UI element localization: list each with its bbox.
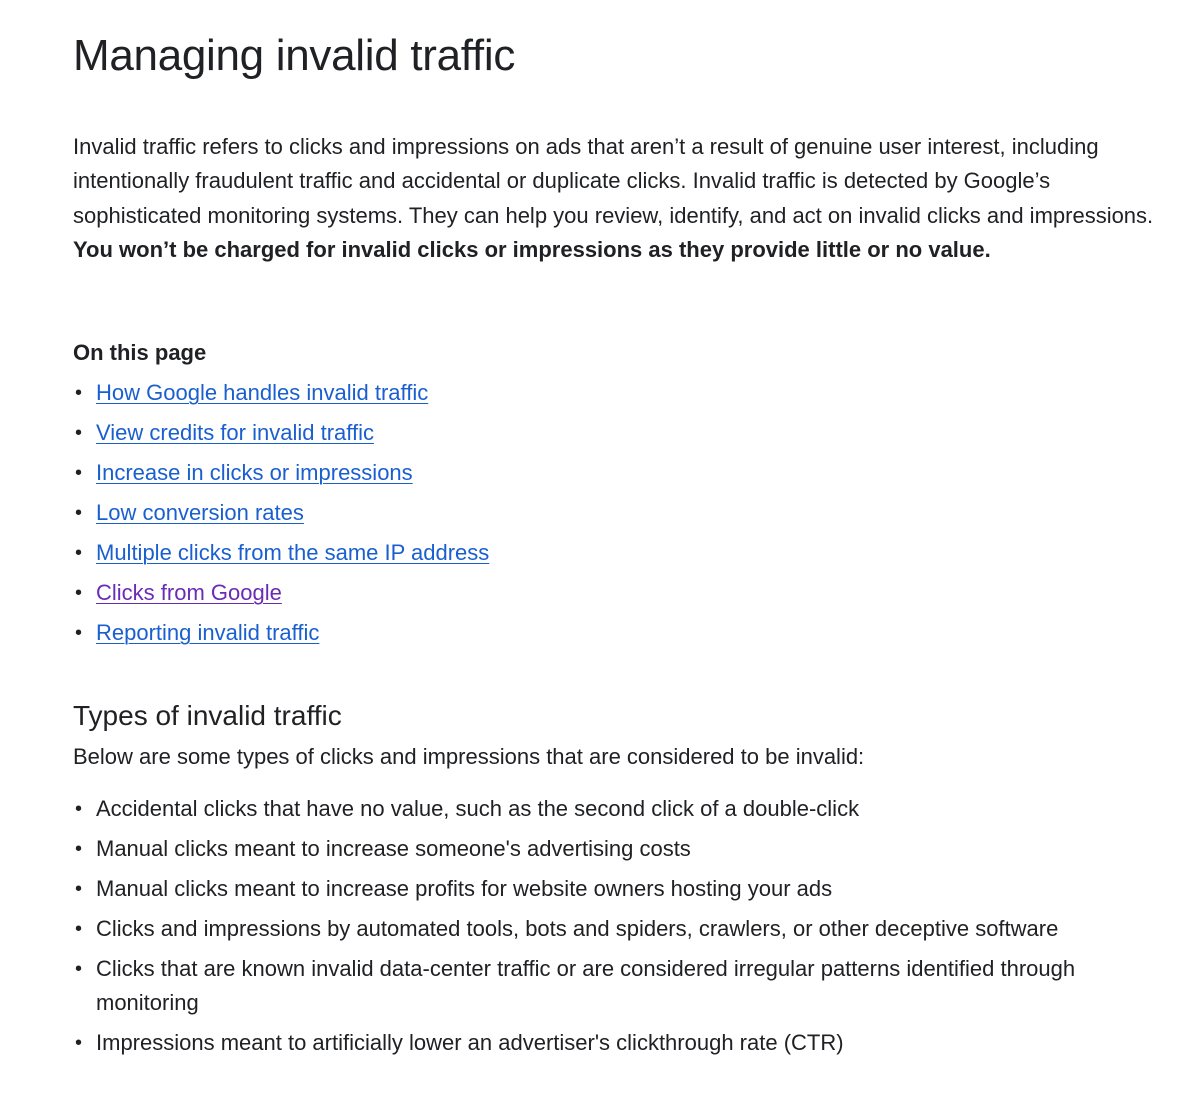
list-item <box>73 952 1163 1020</box>
toc-item <box>73 616 1163 656</box>
table-of-contents <box>73 376 1163 656</box>
list-item <box>73 912 1163 946</box>
toc-item <box>73 536 1163 576</box>
list-item <box>73 832 1163 866</box>
bullet-icon: • <box>75 798 83 820</box>
list-item-text: Clicks and impressions by automated tools, bots and spiders, crawlers, or other deceptive software <box>96 916 1059 941</box>
bullet-icon: • <box>75 622 83 644</box>
bullet-icon: • <box>75 1032 83 1054</box>
types-list <box>73 792 1163 1066</box>
intro-paragraph <box>73 130 1158 267</box>
bullet-icon: • <box>75 838 83 860</box>
section-title-types: Types of invalid traffic <box>73 700 342 731</box>
toc-link-low-conversion[interactable]: Low conversion rates <box>96 500 304 525</box>
bullet-icon: • <box>75 542 83 564</box>
toc-item <box>73 496 1163 536</box>
toc-link-multiple-clicks[interactable]: Multiple clicks from the same IP address <box>96 540 490 565</box>
list-item <box>73 792 1163 826</box>
bullet-icon: • <box>75 918 83 940</box>
bullet-icon: • <box>75 958 83 980</box>
bullet-icon: • <box>75 582 83 604</box>
list-item-text: Manual clicks meant to increase someone's advertising costs <box>96 836 691 861</box>
toc-link-how-google-handles[interactable]: How Google handles invalid traffic <box>96 380 429 405</box>
toc-link-clicks-from-google[interactable]: Clicks from Google <box>96 580 282 605</box>
bullet-icon: • <box>75 502 83 524</box>
page-title: Managing invalid traffic <box>73 31 516 80</box>
bullet-icon: • <box>75 382 83 404</box>
list-item-text: Impressions meant to artificially lower an advertiser's clickthrough rate (CTR) <box>96 1030 844 1055</box>
intro-text: Invalid traffic refers to clicks and impressions on ads that aren’t a result of genuine user interest, including intentionally fraudulent traffic and accidental or duplicate clicks. Invalid traffic is detected by Google’s sophisticated monitoring systems. They can help you review, identify, and act on invalid clicks and impressions. <box>73 134 1154 228</box>
toc-heading: On this page <box>73 340 207 365</box>
toc-link-increase-in-clicks[interactable]: Increase in clicks or impressions <box>96 460 413 485</box>
list-item-text: Accidental clicks that have no value, such as the second click of a double-click <box>96 796 860 821</box>
list-item <box>73 872 1163 906</box>
toc-item <box>73 416 1163 456</box>
bullet-icon: • <box>75 462 83 484</box>
toc-item <box>73 376 1163 416</box>
list-item-text: Clicks that are known invalid data-center traffic or are considered irregular patterns identified through monitoring <box>96 956 1076 1015</box>
toc-item <box>73 576 1163 616</box>
list-item-text: Manual clicks meant to increase profits for website owners hosting your ads <box>96 876 833 901</box>
section-description: Below are some types of clicks and impressions that are considered to be invalid: <box>73 744 865 769</box>
toc-item <box>73 456 1163 496</box>
bullet-icon: • <box>75 878 83 900</box>
toc-link-view-credits[interactable]: View credits for invalid traffic <box>96 420 374 445</box>
bullet-icon: • <box>75 422 83 444</box>
intro-bold-text: You won’t be charged for invalid clicks or impressions as they provide little or no value. <box>73 236 991 262</box>
list-item <box>73 1026 1163 1060</box>
toc-link-reporting[interactable]: Reporting invalid traffic <box>96 620 320 645</box>
